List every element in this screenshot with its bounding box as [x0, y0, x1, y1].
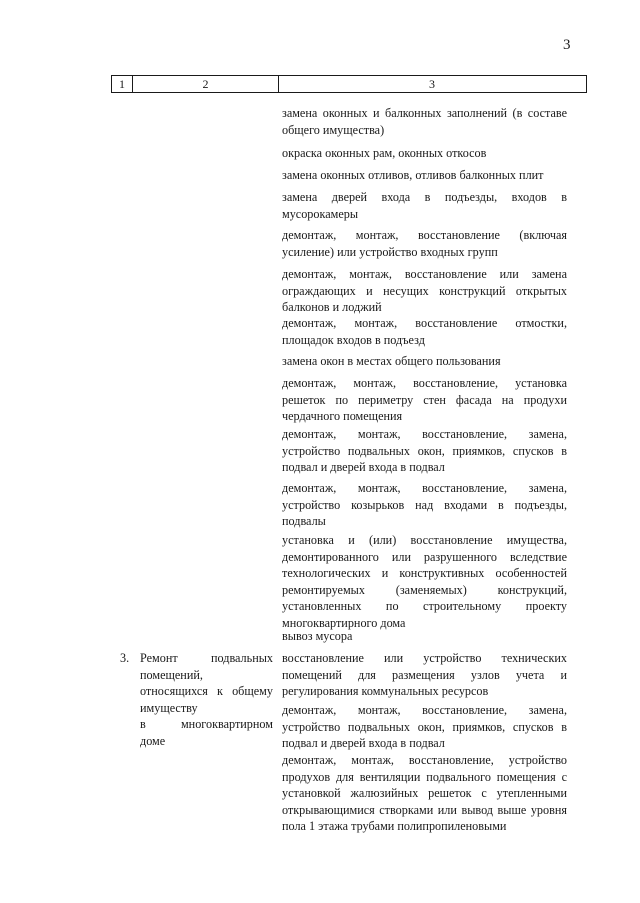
work-item: демонтаж, монтаж, восстановление, замена, устройство подвальных окон, приямков, спусков в подвал и дверей входа в подвал: [282, 427, 567, 474]
work-item: замена дверей входа в подъезды, входов в мусорокамеры: [282, 190, 567, 221]
work-item: окраска оконных рам, оконных откосов: [282, 146, 487, 160]
section-title-line: помещений,: [140, 667, 203, 682]
section-title-line: Ремонт подвальных: [140, 651, 273, 665]
work-item: демонтаж, монтаж, восстановление, установка решеток по периметру стен фасада на продухи чердачного помещения: [282, 376, 567, 423]
work-item: установка и (или) восстановление имущества, демонтированного или разрушенного вследствие технологических и конструктивных особенностей ремонтируемых (заменяемых) конструкций, установленных по строительному проекту многоквартирного дома: [282, 533, 567, 630]
work-item: замена окон в местах общего пользования: [282, 354, 501, 368]
work-item: восстановление или устройство технических помещений для размещения узлов учета и регулирования коммунальных ресурсов: [282, 651, 567, 698]
work-item: демонтаж, монтаж, восстановление, замена, устройство козырьков над входами в подъезды, подвалы: [282, 481, 567, 528]
column-number-3: 3: [429, 77, 435, 91]
work-item: демонтаж, монтаж, восстановление, устройство продухов для вентиляции подвального помещения с установкой жалюзийных решеток с утепленными открывающимися створками или вывод выше уровня пола 1 этажа трубами полипропиленовыми: [282, 753, 567, 833]
column-number-2: 2: [133, 76, 279, 92]
work-item: демонтаж, монтаж, восстановление, замена, устройство подвальных окон, приямков, спусков в подвал и дверей входа в подвал: [282, 703, 567, 750]
work-item: вывоз мусора: [282, 629, 353, 643]
work-item: замена оконных отливов, отливов балконных плит: [282, 168, 544, 182]
work-item: демонтаж, монтаж, восстановление или замена ограждающих и несущих конструкций открытых балконов и лоджий: [282, 267, 567, 314]
table-header-row: [111, 75, 587, 93]
work-item: замена оконных и балконных заполнений (в составе общего имущества): [282, 106, 567, 137]
section-number: 3.: [120, 651, 130, 665]
work-item: демонтаж, монтаж, восстановление (включая усиление) или устройство входных групп: [282, 228, 567, 259]
page-number: 3: [563, 37, 571, 53]
section-title-line: доме: [140, 733, 166, 748]
section-title: [140, 650, 273, 749]
column-number-1: 1: [112, 76, 133, 92]
section-title-line: имуществу: [140, 700, 198, 715]
work-item: демонтаж, монтаж, восстановление отмостки, площадок входов в подъезд: [282, 316, 567, 347]
section-title-line: относящихся к общему: [140, 684, 273, 698]
section-title-line: в многоквартирном: [140, 717, 273, 731]
